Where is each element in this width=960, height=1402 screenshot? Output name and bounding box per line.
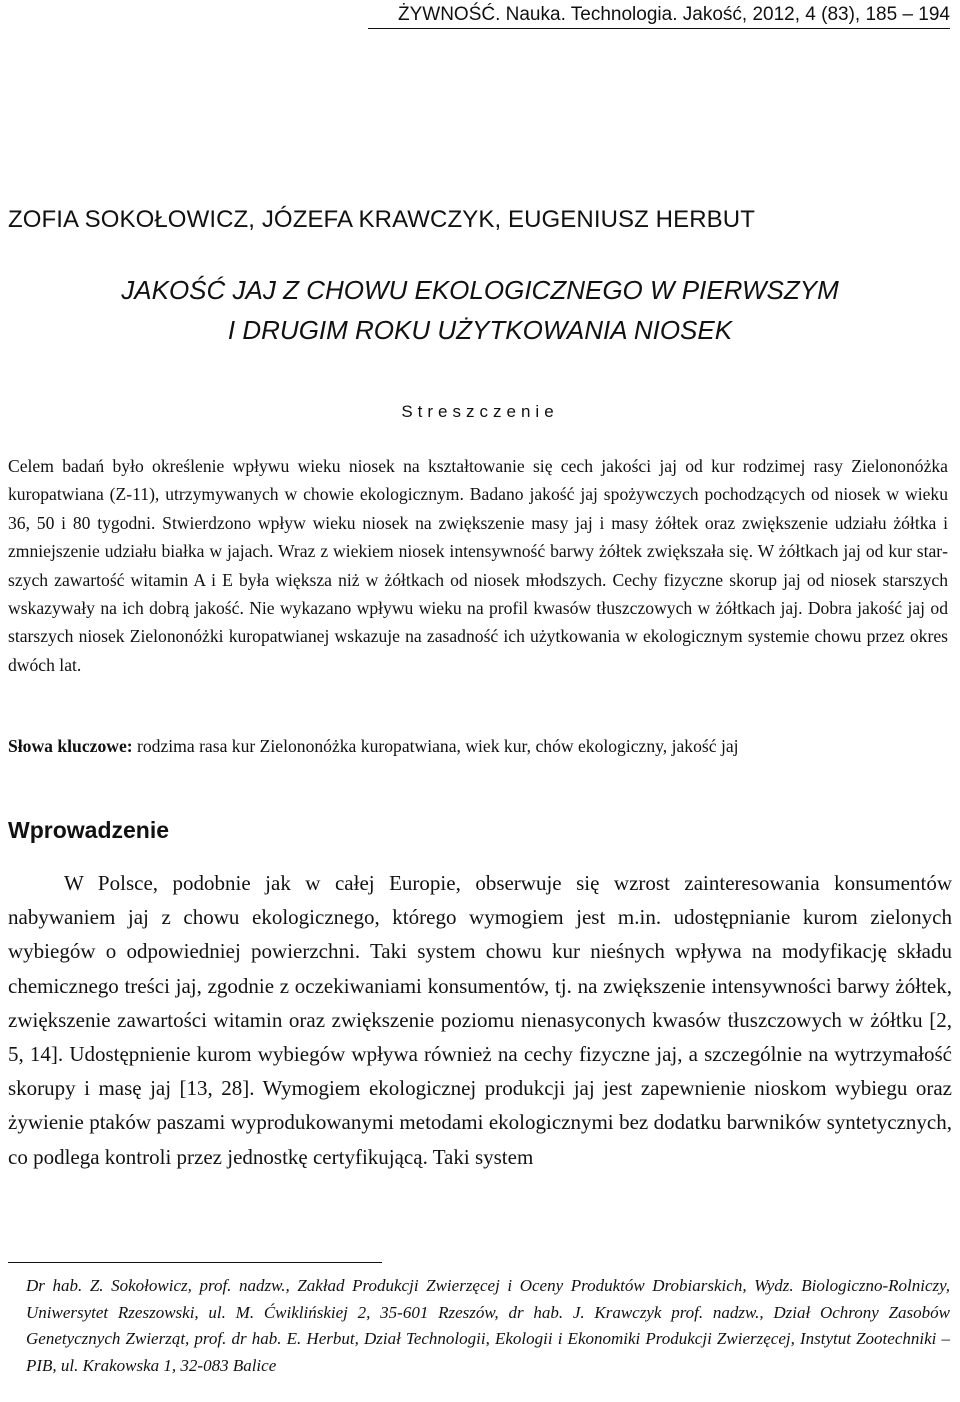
journal-citation: ŻYWNOŚĆ. Nauka. Technologia. Jakość, 2012, 4 (83), 185 – 194 [397,4,950,25]
title-line-1: JAKOŚĆ JAJ Z CHOWU EKOLOGICZNEGO W PIERWSZYM [121,275,839,305]
title-line-2: I DRUGIM ROKU UŻYTKOWANIA NIOSEK [227,315,733,345]
keywords [8,732,952,760]
keywords-label: Słowa kluczowe: [8,736,133,756]
journal-header [0,4,950,26]
footnote-separator [8,1262,382,1263]
section-heading-introduction: Wprowadzenie [8,817,170,843]
abstract-text: Celem badań było określenie wpływu wieku niosek na kształtowanie się cech jakości jaj od kur rodzimej rasy Zielononóżka kuropatwiana (Z-11), utrzymywanych w chowie ekologicznym. Badano jakość jaj spożywczych pochodzących od niosek w wieku 36, 50 i 80 tygodni. Stwierdzono wpływ wieku niosek na zwiększenie masy jaj i masy żółtek oraz zwiększenie udziału żółtka i zmniejszenie udziału białka w jajach. Wraz z wiekiem niosek intensywność barwy żółtek zwiększała się. W żółtkach jaj od kur starszych zawartość witamin A i E była większa niż w żółtkach od niosek młodszych. Cechy fizyczne skorup jaj od niosek starszych wskazywały na ich dobrą jakość. Nie wykazano wpływu wieku na profil kwasów tłuszczowych w żółtkach jaj. Dobra jakość jaj od starszych niosek Zielononóżki kuropatwianej wskazuje na zasadność ich użytkowania w ekologicznym systemie chowu przez okres dwóch lat. [8,456,948,675]
keywords-text: rodzima rasa kur Zielononóżka kuropatwiana, wiek kur, chów ekologiczny, jakość jaj [132,736,739,756]
author-list: ZOFIA SOKOŁOWICZ, JÓZEFA KRAWCZYK, EUGENIUSZ HERBUT [8,206,755,233]
introduction-paragraph: W Polsce, podobnie jak w całej Europie, obserwuje się wzrost zainteresowania konsumentów nabywaniem jaj z chowu ekologicznego, którego wymogiem jest m.in. udostępnianie kurom zielonych wybiegów o odpowiedniej powierzchni. Taki system chowu kur nieśnych wpływa na modyfikację składu chemicznego treści jaj, zgodnie z oczekiwaniami konsumentów, tj. na zwiększenie intensywności barwy żółtek, zwiększenie zawartości witamin oraz zwiększenie poziomu nienasyconych kwasów tłuszczowych w żółtku [2, 5, 14]. Udostępnienie kurom wybiegów wpływa również na cechy fizyczne jaj, a szczególnie na wytrzymałość skorupy i masę jaj [13, 28]. Wymogiem ekologicznej produkcji jaj jest zapewnienie nioskom wybiegu oraz żywienie ptaków paszami wyprodukowanymi metodami ekologicznymi bez dodatku barwników syntetycznych, co podlega kontroli przez jednostkę certyfikującą. Taki system [8,871,952,1169]
header-underline [368,28,950,29]
article-title [0,270,960,350]
abstract-heading: Streszczenie [401,402,559,421]
author-affiliations-footnote: Dr hab. Z. Sokołowicz, prof. nadzw., Zakład Produkcji Zwierzęcej i Oceny Produktów Drobiarskich, Wydz. Biologiczno-Rolniczy, Uniwersytet Rzeszowski, ul. M. Ćwiklińskiej 2, 35-601 Rzeszów, dr hab. J. Krawczyk prof. nadzw., Dział Ochrony Zasobów Genetycznych Zwierząt, prof. dr hab. E. Herbut, Dział Technologii, Ekologii i Ekonomiki Produkcji Zwierzęcej, Instytut Zootechniki – PIB, ul. Krakowska 1, 32-083 Balice [26,1276,950,1375]
